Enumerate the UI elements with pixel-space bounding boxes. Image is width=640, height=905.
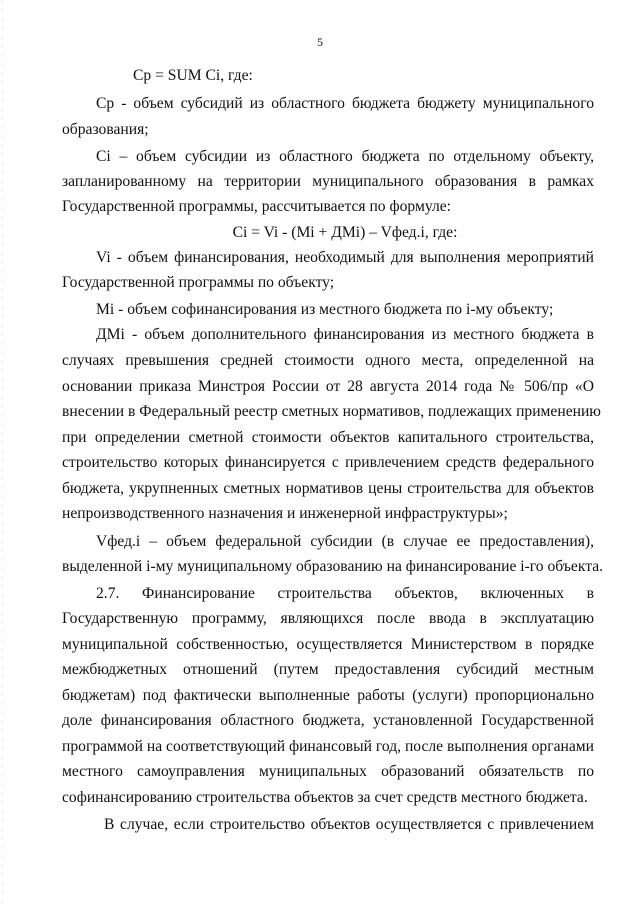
paragraph-line: непроизводственного назначения и инженерной инфраструктуры»; <box>62 505 508 522</box>
paragraph-line: Vi - объем финансирования, необходимый для выполнения мероприятий <box>96 249 594 266</box>
paragraph-line: Государственную программу, являющихся после ввода в эксплуатацию <box>62 610 594 627</box>
paragraph-line: Государственной программы по объекту; <box>62 274 335 291</box>
paragraph-line: бюджета, укрупненных сметных нормативов цены строительства для объектов <box>62 480 594 497</box>
paragraph-line: основании приказа Минстроя России от 28 августа 2014 года № 506/пр «О <box>62 378 594 395</box>
section-2-7-line: 2.7. Финансирование строительства объектов, включенных в <box>96 585 594 602</box>
paragraph-line: выделенной i-му муниципальному образованию на финансирование i-го объекта. <box>62 558 604 575</box>
paragraph-line: муниципальной собственностью, осуществляется Министерством в порядке <box>62 636 594 653</box>
paragraph-line: строительство которых финансируется с привлечением средств федерального <box>62 454 594 471</box>
paragraph-line: бюджетам) под фактически выполненные работы (услуги) пропорционально <box>62 687 594 704</box>
page-number: 5 <box>317 35 323 49</box>
paragraph-line: Государственной программы, рассчитывается по формуле: <box>62 198 451 215</box>
formula-cp: Cp = SUM Ci, где: <box>133 67 253 84</box>
paragraph-line: местного самоуправления муниципальных образований обязательств по <box>62 763 594 780</box>
paragraph-line: программой на соответствующий финансовый год, после выполнения органами <box>62 738 594 755</box>
paragraph-line: Ci – объем субсидии из областного бюджета по отдельному объекту, <box>96 148 594 165</box>
paragraph-line: внесении в Федеральный реестр сметных нормативов, подлежащих применению <box>62 403 601 420</box>
paragraph-line: Mi - объем софинансирования из местного бюджета по i-му объекту; <box>96 301 554 318</box>
paragraph-line: случаях превышения средней стоимости одного места, определенной на <box>62 352 594 369</box>
paragraph-line: Cp - объем субсидий из областного бюджета бюджету муниципального <box>96 95 594 112</box>
paragraph-line: при определении сметной стоимости объектов капитального строительства, <box>62 429 594 446</box>
formula-ci: Ci = Vi - (Mi + ДMi) – Vфед.i, где: <box>232 224 458 241</box>
scan-edge <box>2 0 3 905</box>
paragraph-line: образования; <box>62 121 149 138</box>
paragraph-line: доле финансирования областного бюджета, установленной Государственной <box>62 712 594 729</box>
paragraph-line: запланированному на территории муниципального образования в рамках <box>62 173 594 190</box>
paragraph-line: В случае, если строительство объектов осуществляется с привлечением <box>104 816 594 833</box>
paragraph-line: межбюджетных отношений (путем предоставления субсидий местным <box>62 661 594 678</box>
paragraph-line: софинансированию строительства объектов за счет средств местного бюджета. <box>62 789 588 806</box>
paragraph-line: Vфед.i – объем федеральной субсидии (в случае ее предоставления), <box>96 533 594 550</box>
paragraph-line: ДMi - объем дополнительного финансирования из местного бюджета в <box>96 326 594 343</box>
